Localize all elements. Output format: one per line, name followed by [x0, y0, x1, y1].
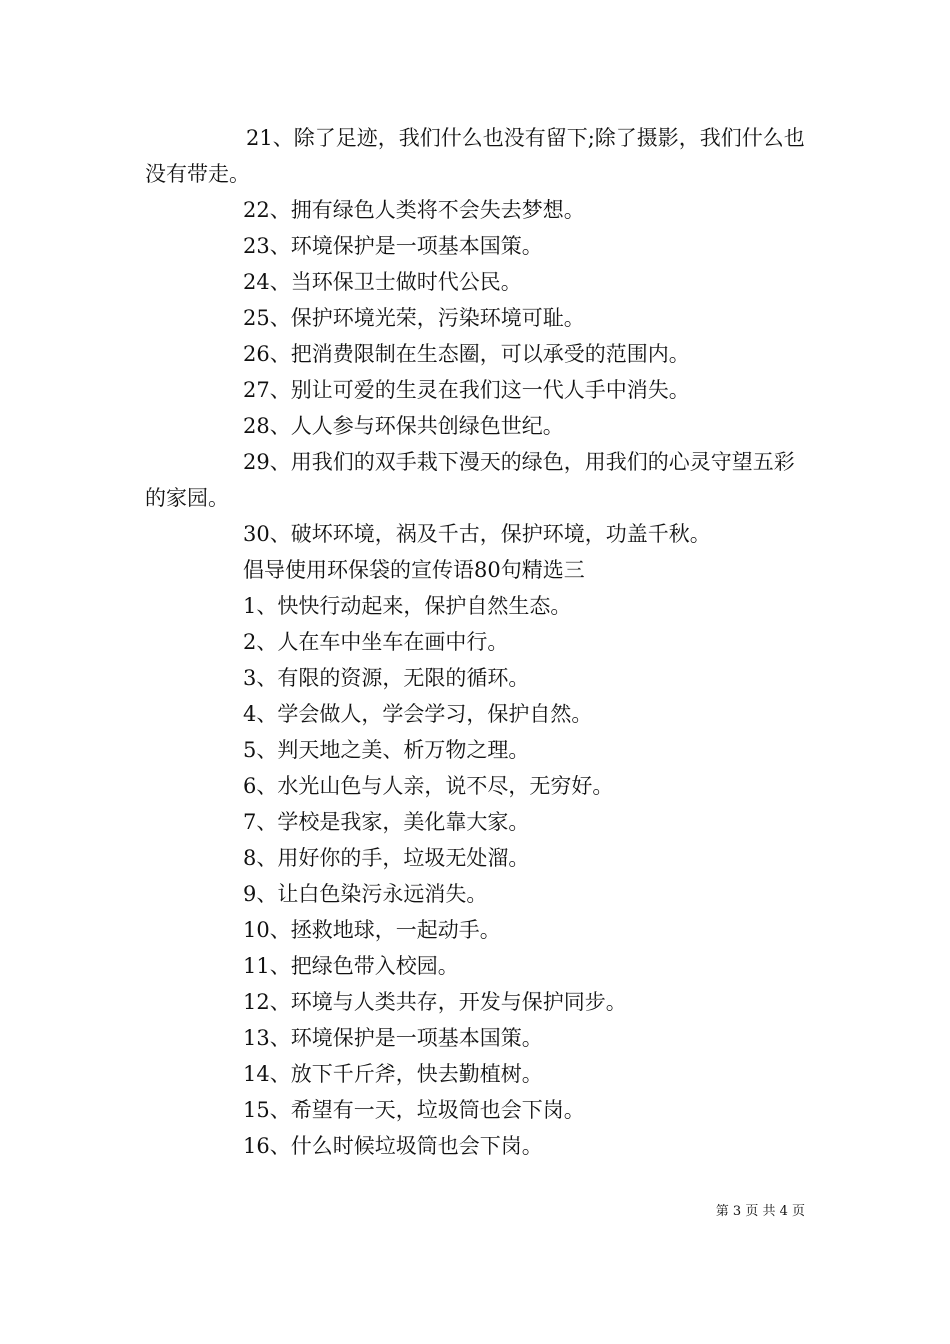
paragraph-25: 25、保护环境光荣，污染环境可耻。 [243, 306, 585, 330]
list-item-3: 3、有限的资源，无限的循环。 [243, 666, 530, 690]
list-item-11: 11、把绿色带入校园。 [243, 954, 459, 978]
list-item-4: 4、学会做人，学会学习，保护自然。 [243, 702, 593, 726]
paragraph-21: 21、除了足迹，我们什么也没有留下;除了摄影，我们什么也没有带走。 [145, 126, 805, 186]
list-item-6: 6、水光山色与人亲，说不尽，无穷好。 [243, 774, 614, 798]
paragraph-28: 28、人人参与环保共创绿色世纪。 [243, 414, 564, 438]
list-item-2: 2、人在车中坐车在画中行。 [243, 630, 509, 654]
list-item-16: 16、什么时候垃圾筒也会下岗。 [243, 1134, 543, 1158]
list-item-5: 5、判天地之美、析万物之理。 [243, 738, 530, 762]
list-item-7: 7、学校是我家，美化靠大家。 [243, 810, 530, 834]
list-item-8: 8、用好你的手，垃圾无处溜。 [243, 846, 530, 870]
paragraph-22: 22、拥有绿色人类将不会失去梦想。 [243, 198, 585, 222]
page-number-footer: 第 3 页 共 4 页 [715, 1204, 805, 1219]
list-item-10: 10、拯救地球，一起动手。 [243, 918, 501, 942]
list-item-15: 15、希望有一天，垃圾筒也会下岗。 [243, 1098, 585, 1122]
list-item-1: 1、快快行动起来，保护自然生态。 [243, 594, 572, 618]
list-item-9: 9、让白色染污永远消失。 [243, 882, 488, 906]
paragraph-26: 26、把消费限制在生态圈，可以承受的范围内。 [243, 342, 690, 366]
paragraph-24: 24、当环保卫士做时代公民。 [243, 270, 522, 294]
list-item-13: 13、环境保护是一项基本国策。 [243, 1026, 543, 1050]
paragraph-23: 23、环境保护是一项基本国策。 [243, 234, 543, 258]
section-heading: 倡导使用环保袋的宣传语80句精选三 [243, 558, 585, 582]
document-body [145, 120, 810, 1164]
paragraph-30: 30、破坏环境，祸及千古，保护环境，功盖千秋。 [243, 522, 711, 546]
list-item-12: 12、环境与人类共存，开发与保护同步。 [243, 990, 627, 1014]
paragraph-29: 29、用我们的双手栽下漫天的绿色，用我们的心灵守望五彩的家园。 [145, 450, 795, 510]
list-item-14: 14、放下千斤斧，快去勤植树。 [243, 1062, 543, 1086]
paragraph-27: 27、别让可爱的生灵在我们这一代人手中消失。 [243, 378, 690, 402]
